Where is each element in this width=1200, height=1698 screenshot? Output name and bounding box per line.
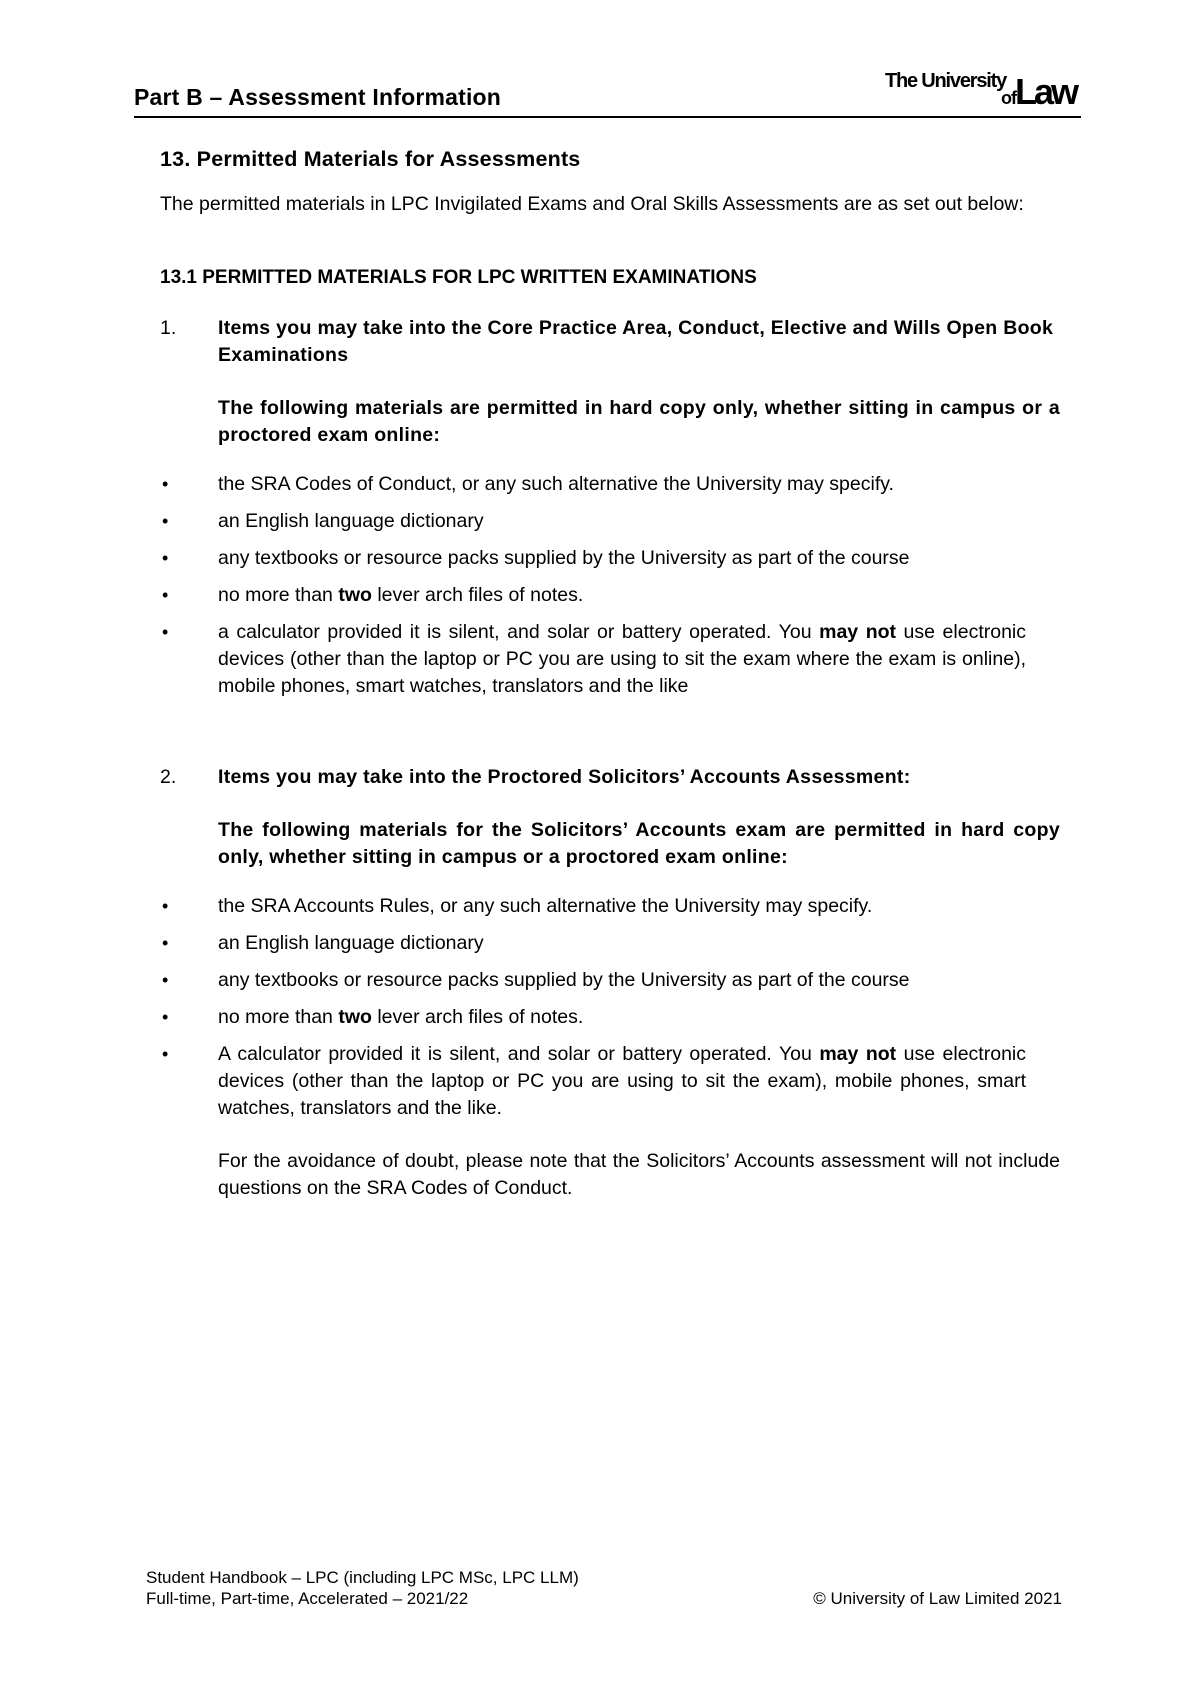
bullet-list-1 [160, 471, 1060, 700]
item-number: 2. [160, 766, 177, 788]
bullet-icon: • [162, 474, 169, 494]
section-heading: 13. Permitted Materials for Assessments [160, 147, 581, 171]
list-item: • no more than two lever arch files of notes. [160, 1004, 1060, 1031]
section-intro: The permitted materials in LPC Invigilated Exams and Oral Skills Assessments are as set out below: [160, 193, 1024, 215]
bullet-icon: • [162, 511, 169, 531]
footer-line-1: Student Handbook – LPC (including LPC MSc, LPC LLM) [146, 1568, 579, 1587]
list-item: • a calculator provided it is silent, and solar or battery operated. You may not use electronic devices (other than the laptop or PC you are using to sit the exam where the exam is online), mobile phones, smart watches, translators and the like [162, 621, 1027, 697]
list-item: • A calculator provided it is silent, and solar or battery operated. You may not use electronic devices (other than the laptop or PC you are using to sit the exam), mobile phones, smart watches, translators and the like. [162, 1043, 1026, 1119]
item-title: Items you may take into the Proctored Solicitors’ Accounts Assessment: [218, 766, 911, 788]
logo-line-3: Law [1014, 71, 1076, 112]
list-item: • any textbooks or resource packs supplied by the University as part of the course [160, 967, 1060, 994]
bullet-icon: • [162, 585, 169, 605]
list-item: • the SRA Codes of Conduct, or any such alternative the University may specify. [160, 471, 1060, 498]
bullet-icon: • [162, 896, 169, 916]
footer-copyright: © University of Law Limited 2021 [813, 1589, 1062, 1608]
university-logo [860, 68, 1076, 110]
item-intro: The following materials for the Solicitors’ Accounts exam are permitted in hard copy only, whether sitting in campus or a proctored exam online: [218, 819, 1060, 868]
bullet-icon: • [162, 622, 169, 642]
item-title: Items you may take into the Core Practice Area, Conduct, Elective and Wills Open Book Examinations [218, 317, 1054, 366]
list-item: • any textbooks or resource packs supplied by the University as part of the course [160, 545, 1060, 572]
list-item: • an English language dictionary [160, 930, 1060, 957]
page-header-title: Part B – Assessment Information [134, 84, 502, 110]
item-number: 1. [160, 317, 177, 339]
header-divider [134, 116, 1081, 118]
bullet-icon: • [162, 1044, 169, 1064]
footer-left [146, 1567, 579, 1609]
logo-line-1: The University [884, 70, 1006, 92]
numbered-item-2 [160, 764, 1060, 871]
main-content [160, 146, 1060, 1202]
list-item: • the SRA Accounts Rules, or any such alternative the University may specify. [160, 893, 1060, 920]
list-item: • no more than two lever arch files of notes. [160, 582, 1060, 609]
clarification-note: For the avoidance of doubt, please note that the Solicitors’ Accounts assessment will not include questions on the SRA Codes of Conduct. [218, 1150, 1060, 1199]
bullet-list-2 [160, 893, 1060, 1122]
item-intro: The following materials are permitted in hard copy only, whether sitting in campus or a proctored exam online: [218, 397, 1060, 446]
bullet-icon: • [162, 933, 169, 953]
subsection-heading: 13.1 PERMITTED MATERIALS FOR LPC WRITTEN EXAMINATIONS [160, 267, 757, 288]
bullet-icon: • [162, 1007, 169, 1027]
bullet-icon: • [162, 548, 169, 568]
logo-line-2: of [1001, 88, 1016, 108]
list-item: • an English language dictionary [160, 508, 1060, 535]
footer-line-2: Full-time, Part-time, Accelerated – 2021/22 [146, 1589, 469, 1608]
numbered-item-1 [160, 315, 1060, 449]
bullet-icon: • [162, 970, 169, 990]
